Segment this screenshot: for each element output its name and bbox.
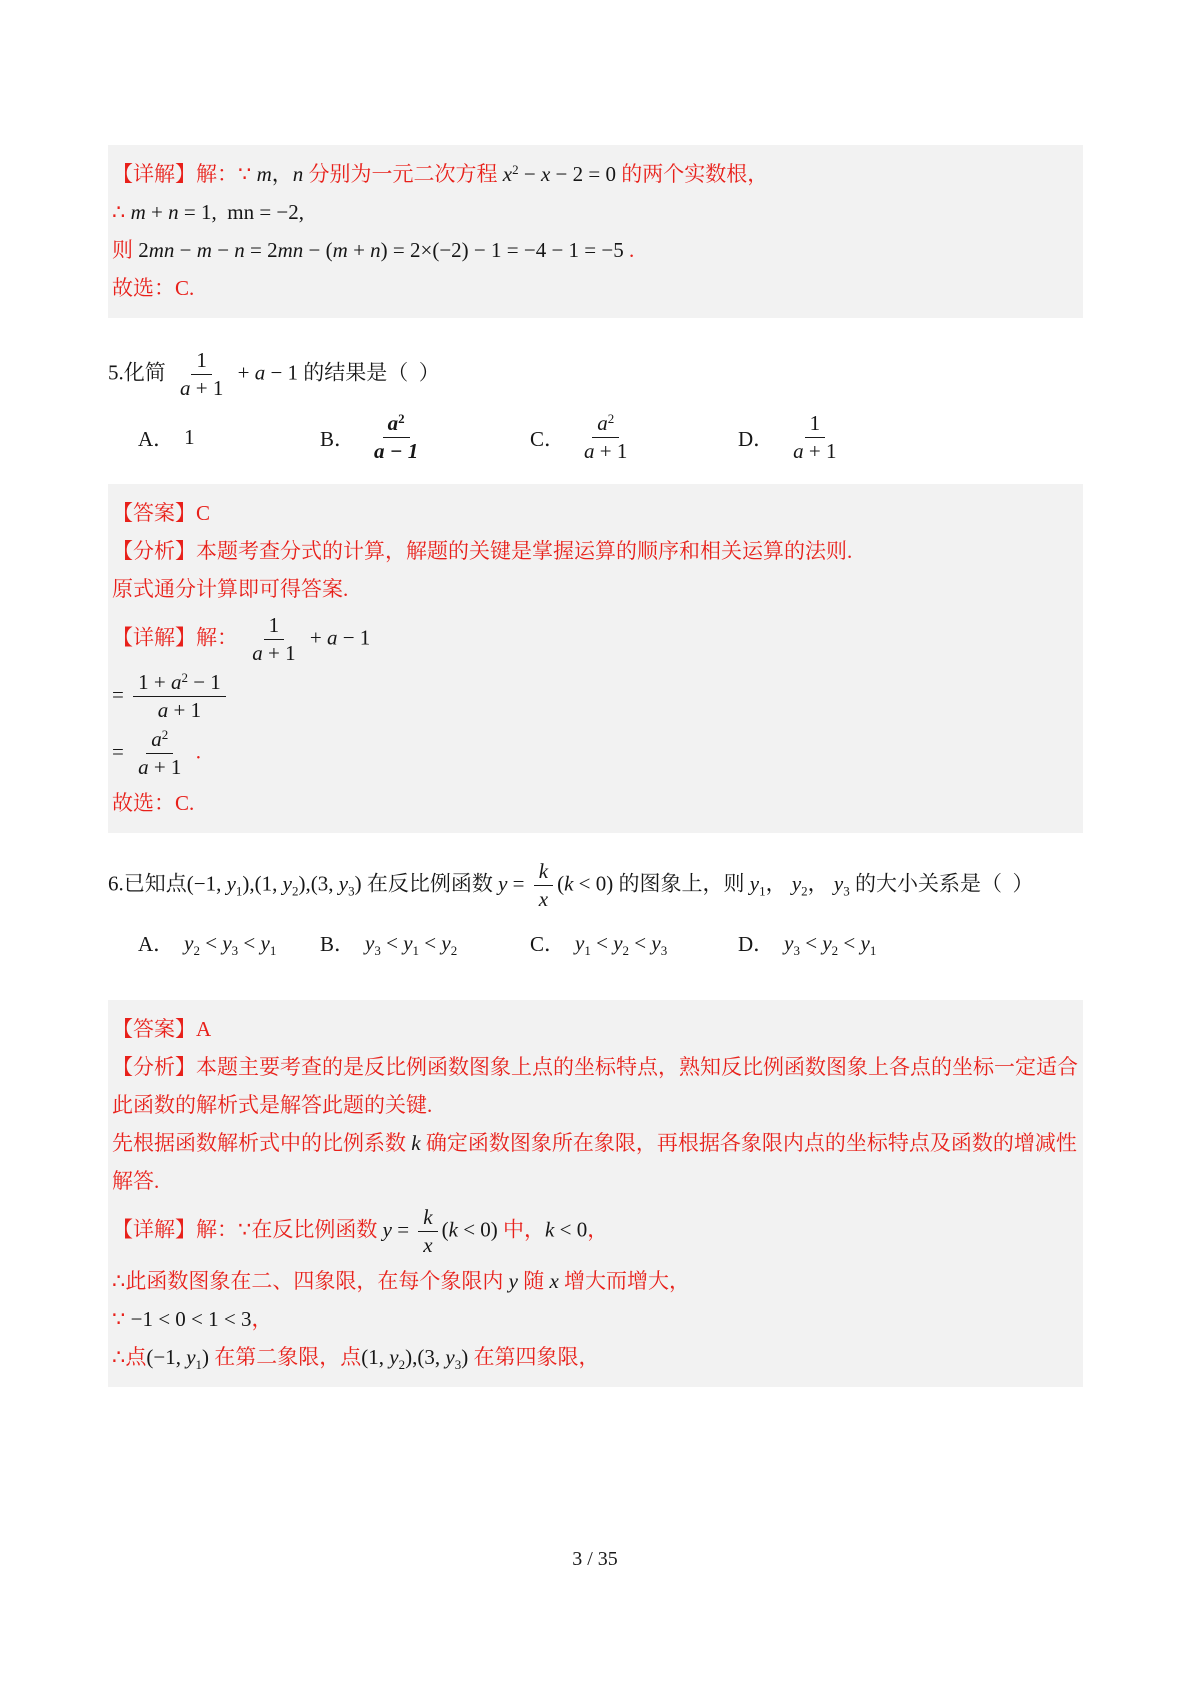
math-run: ), (405, 1345, 418, 1369)
question-6-stem (108, 859, 1083, 912)
fraction (133, 670, 226, 723)
math-run: < (200, 930, 223, 955)
math-run: < 0) (573, 871, 614, 896)
math-run: 2 (831, 942, 839, 958)
math-run: 2 (622, 942, 630, 958)
math-run: y (822, 930, 832, 955)
math-run: n (370, 238, 381, 262)
text-run: 【分析】 (112, 539, 196, 563)
option-b-value (365, 931, 457, 956)
math-run: mn (277, 238, 304, 262)
math-run: < (419, 930, 442, 955)
fraction-denominator (534, 886, 553, 912)
solution-line (112, 727, 1069, 780)
math-run: + (304, 625, 327, 650)
fraction-numerator (534, 859, 553, 886)
math-run: y (184, 930, 194, 955)
math-run: 2 (450, 942, 458, 958)
math-run: 5.化简 (108, 360, 171, 385)
fraction-numerator (805, 411, 826, 438)
math-run: 的大小关系是（ ） (849, 871, 1034, 896)
text-run: . (623, 238, 635, 262)
math-run: mn (227, 200, 255, 224)
solution-line (112, 1267, 1069, 1295)
option-b (320, 928, 530, 958)
math-run: a (326, 625, 338, 650)
option-b-label: B． (320, 932, 356, 956)
math-run: y (575, 930, 585, 955)
fraction (369, 411, 423, 464)
math-run: y (613, 930, 623, 955)
math-run: y (338, 871, 349, 896)
solution-line (112, 613, 1069, 666)
math-run: 2 (398, 1357, 406, 1372)
text-run: 先根据函数解析式中的比例系数 (112, 1131, 412, 1155)
question-6-options (108, 928, 1083, 958)
text-run: 此函数图象在二、四象限，在每个象限内 (125, 1269, 509, 1293)
math-run: y (382, 1217, 392, 1242)
math-run: n (168, 200, 179, 224)
analysis-line (112, 537, 1069, 565)
solution-line (112, 198, 1069, 226)
text-run: 解答. (112, 1169, 160, 1193)
math-run: y (749, 871, 760, 896)
math-run: (−1, (146, 1345, 187, 1369)
option-b-label: B． (320, 426, 356, 451)
math-run: 1 (869, 942, 877, 958)
math-run: 2 (512, 162, 519, 177)
math-run: ( (557, 871, 565, 896)
math-run: 2 (607, 411, 615, 426)
q5-answer-block (108, 484, 1083, 833)
math-run: = (112, 682, 130, 707)
fraction-numerator (133, 670, 226, 697)
math-run: 3 (843, 883, 850, 899)
math-run: ， (271, 162, 293, 186)
text-run: 【详解】 (112, 162, 196, 186)
question-5-stem (108, 348, 1083, 401)
math-run: 1 (412, 942, 420, 958)
math-run: k (538, 859, 549, 883)
solution-line (112, 1205, 1069, 1258)
text-run: 【答案】 (112, 1017, 196, 1041)
math-run: ), (298, 871, 311, 896)
math-run: 3 (793, 942, 800, 958)
fraction (133, 727, 186, 780)
math-run: m (332, 238, 348, 262)
math-run: 1 + (138, 670, 171, 694)
option-c-label: C． (530, 426, 566, 451)
math-run: < (590, 930, 614, 955)
text-run: . (190, 739, 201, 764)
option-a (138, 423, 320, 453)
math-run: ) (202, 1345, 215, 1369)
option-d-value (784, 931, 876, 956)
math-run: + 1 (168, 698, 202, 722)
math-run: y (784, 930, 794, 955)
math-run: y (260, 930, 270, 955)
text-run: ∵ (112, 1307, 131, 1331)
text-run: 本题考查分式的计算，解题的关键是掌握运算的顺序和相关运算的法则. (196, 539, 853, 563)
text-run: 解： (196, 1217, 238, 1242)
option-c (530, 411, 738, 464)
analysis-line (112, 1167, 1069, 1195)
text-run: 在第二象限，点 (214, 1345, 362, 1369)
math-run: + (347, 238, 371, 262)
text-run: 确定函数图象所在象限，再根据各象限内点的坐标特点及函数的增减性 (420, 1131, 1077, 1155)
math-run: (−1, (186, 871, 227, 896)
math-run: 的图象上，则 (613, 871, 750, 896)
math-run: n (292, 162, 304, 186)
math-run: 3 (374, 942, 381, 958)
q4-solution-block (108, 145, 1083, 318)
math-run: x (423, 1233, 433, 1257)
math-run: < (380, 930, 404, 955)
math-run: ， (807, 871, 834, 896)
math-run: n (234, 238, 245, 262)
text-run: 解： (196, 162, 238, 186)
math-run: < (629, 930, 652, 955)
text-run: 原式通分计算即可得答案. (112, 577, 349, 601)
question-6 (108, 859, 1083, 958)
math-run: y (222, 930, 232, 955)
math-run: y (833, 871, 844, 896)
text-run: 的两个实数根， (615, 162, 769, 186)
math-run: k (423, 1205, 433, 1229)
option-b-value (365, 411, 427, 464)
fraction-numerator (418, 1205, 437, 1232)
fraction-denominator (579, 438, 632, 464)
math-run: x (549, 1269, 559, 1293)
text-run: A (196, 1017, 212, 1041)
math-run: k (545, 1217, 555, 1242)
answer-choice-line (112, 789, 1069, 817)
math-run: < (238, 930, 261, 955)
math-run: 1 (269, 942, 277, 958)
math-run: = −2, (254, 200, 305, 224)
math-run: y (651, 930, 661, 955)
math-run: a (252, 641, 263, 665)
text-run: 在第四象限， (473, 1345, 600, 1369)
math-run: 2 (161, 727, 169, 742)
text-run: ∴ (112, 200, 131, 224)
math-run: 1 (235, 883, 243, 899)
q6-answer-block (108, 1000, 1083, 1387)
math-run: 1 (584, 942, 591, 958)
math-run: a (157, 698, 169, 722)
math-run: 的结果是（ ） (298, 360, 440, 385)
math-run: 在反比例函数 (361, 871, 499, 896)
math-run: −1 < 0 < 1 < 3 (130, 1307, 252, 1331)
math-run: (1, (361, 1345, 390, 1369)
option-d (738, 928, 1083, 958)
text-run: 故选：C. (112, 276, 195, 300)
math-run: ) (461, 1345, 474, 1369)
math-run: + 1 (803, 439, 837, 463)
text-run: 随 (517, 1269, 550, 1293)
math-run: y (860, 930, 870, 955)
fraction-numerator (191, 348, 212, 375)
math-run: 1 (196, 348, 207, 372)
math-run: (3, (417, 1345, 446, 1369)
math-run: 1 (195, 1357, 203, 1372)
math-run: a − 1 (374, 439, 419, 463)
option-d-label: D． (738, 932, 775, 956)
text-run: ∵ (238, 1217, 252, 1242)
option-d (738, 411, 1083, 464)
math-run: = 1, (178, 200, 228, 224)
answer-line (112, 499, 1069, 527)
text-run: 分别为一元二次方程 (303, 162, 503, 186)
text-run: ∵ (238, 162, 257, 186)
fraction-denominator (175, 375, 228, 401)
solution-line (112, 236, 1069, 264)
fraction-denominator (133, 754, 186, 780)
math-run: − (174, 238, 197, 262)
fraction-denominator (153, 697, 206, 723)
text-run: 在反比例函数 (251, 1217, 383, 1242)
math-run: m (256, 162, 272, 186)
math-run: − (211, 238, 235, 262)
option-a-value (184, 931, 276, 956)
math-run: x (540, 162, 551, 186)
math-run: y (508, 1269, 518, 1293)
math-run: 3 (454, 1357, 462, 1372)
fraction-numerator (146, 727, 173, 754)
text-run: ∴ (112, 1269, 126, 1293)
fraction (175, 348, 228, 401)
math-run: − 1 (337, 625, 371, 650)
math-run: 1 (809, 411, 821, 435)
math-run: a (387, 411, 399, 435)
option-d-value (784, 411, 845, 464)
text-run: 点 (125, 1345, 147, 1369)
option-c (530, 928, 738, 958)
text-run: 【答案】 (112, 501, 196, 525)
math-run: 2 (292, 883, 299, 899)
math-run: + (232, 360, 255, 385)
math-run: ) = 2×(−2) − 1 = −4 − 1 = −5 (380, 238, 624, 262)
math-run: 3 (231, 942, 239, 958)
math-run: y (186, 1345, 196, 1369)
text-run: 增大而增大， (558, 1269, 691, 1293)
fraction-denominator (788, 438, 841, 464)
fraction (418, 1205, 437, 1258)
option-a-label: A． (138, 932, 175, 956)
answer-choice-line (112, 274, 1069, 302)
text-run: C (196, 501, 211, 525)
math-run: a (584, 439, 595, 463)
math-run: 1 (184, 425, 195, 449)
text-run: 【详解】 (112, 625, 196, 650)
text-run: ， (251, 1307, 273, 1331)
math-run: + 1 (594, 439, 628, 463)
math-run: − 2 = 0 (550, 162, 616, 186)
math-run: k (564, 871, 574, 896)
math-run: 6.已知点 (108, 871, 187, 896)
text-run: 本题主要考查的是反比例函数图象上点的坐标特点，熟知反比例函数图象上各点的坐标一定适合 (196, 1055, 1078, 1079)
text-run: ， (587, 1217, 609, 1242)
solution-line (112, 670, 1069, 723)
math-run: ( (441, 1217, 449, 1242)
fraction (534, 859, 553, 912)
math-run: = 2 (244, 238, 278, 262)
math-run: y (282, 871, 292, 896)
math-run: 3 (348, 883, 355, 899)
math-run: = (112, 739, 130, 764)
math-run: a (138, 755, 149, 779)
math-run: y (441, 930, 451, 955)
math-run: + 1 (190, 376, 224, 400)
math-run: a (180, 376, 191, 400)
math-run: 1 (759, 883, 766, 899)
math-run: a (170, 670, 182, 694)
fraction (579, 411, 632, 464)
page-number: 3 / 35 (572, 1548, 618, 1570)
math-run: < (838, 930, 861, 955)
math-run: a (597, 411, 608, 435)
option-d-label: D． (738, 426, 775, 451)
math-run: y (445, 1345, 455, 1369)
question-5-options (108, 411, 1083, 464)
text-run: 【详解】 (112, 1217, 196, 1242)
text-run: 中， (497, 1217, 546, 1242)
math-run: a (793, 439, 804, 463)
option-c-value (575, 411, 636, 464)
math-run: + 1 (148, 755, 182, 779)
math-run: 2 (398, 411, 405, 426)
math-run: − 1 (265, 360, 299, 385)
math-run: k (448, 1217, 458, 1242)
math-run: y (498, 871, 508, 896)
math-run: x (538, 887, 549, 911)
math-run: (1, (254, 871, 283, 896)
option-a (138, 928, 320, 958)
option-b (320, 411, 530, 464)
math-run: x (502, 162, 513, 186)
fraction-numerator (383, 411, 410, 438)
fraction-denominator (418, 1232, 437, 1258)
analysis-line (112, 1129, 1077, 1157)
text-run: ∴ (112, 1345, 126, 1369)
math-run: < 0 (554, 1217, 588, 1242)
math-run: − 1 (187, 670, 221, 694)
answer-line (112, 1015, 1069, 1043)
math-run: = (507, 871, 530, 896)
solution-line (112, 160, 1069, 188)
analysis-line (112, 1053, 1078, 1081)
math-run: 2 (801, 883, 808, 899)
question-5 (108, 348, 1083, 464)
math-run: m (196, 238, 212, 262)
fraction-numerator (264, 613, 285, 640)
math-run: 2 (138, 238, 149, 262)
math-run: < 0) (457, 1217, 498, 1242)
math-run: y (226, 871, 236, 896)
math-run: y (365, 930, 375, 955)
math-run: 2 (193, 942, 200, 958)
analysis-line (112, 575, 1069, 603)
option-a-label: A． (138, 426, 175, 451)
text-run: 解： (196, 625, 244, 650)
option-c-label: C． (530, 932, 566, 956)
math-run: mn (148, 238, 175, 262)
fraction (788, 411, 841, 464)
text-run: 故选：C. (112, 791, 195, 815)
math-run: + 1 (262, 641, 296, 665)
math-run: 3 (660, 942, 668, 958)
text-run: 则 (112, 238, 139, 262)
text-run: 【分析】 (112, 1055, 196, 1079)
math-run: (3, (310, 871, 339, 896)
fraction-denominator (247, 640, 300, 666)
math-run: a (254, 360, 266, 385)
option-a-value (184, 425, 195, 450)
math-run: + (145, 200, 169, 224)
fraction-numerator (592, 411, 619, 438)
math-run: y (791, 871, 802, 896)
fraction-denominator (369, 438, 423, 464)
math-run: 1 (268, 613, 280, 637)
analysis-line (112, 1091, 1069, 1119)
math-run: ， (765, 871, 792, 896)
option-c-value (575, 931, 667, 956)
text-run: 此函数的解析式是解答此题的关键. (112, 1093, 433, 1117)
math-run: k (411, 1131, 421, 1155)
math-run: = (391, 1217, 415, 1242)
math-run: 2 (181, 670, 188, 685)
math-run: y (403, 930, 413, 955)
math-run: ) (354, 871, 362, 896)
solution-line (112, 1343, 1069, 1371)
math-run: a (151, 727, 162, 751)
math-run: − (518, 162, 541, 186)
math-run: ), (242, 871, 255, 896)
math-run: y (389, 1345, 399, 1369)
solution-line (112, 1305, 1069, 1333)
math-run: < (800, 930, 823, 955)
math-run: − ( (303, 238, 333, 262)
math-run: m (130, 200, 146, 224)
fraction (247, 613, 300, 666)
